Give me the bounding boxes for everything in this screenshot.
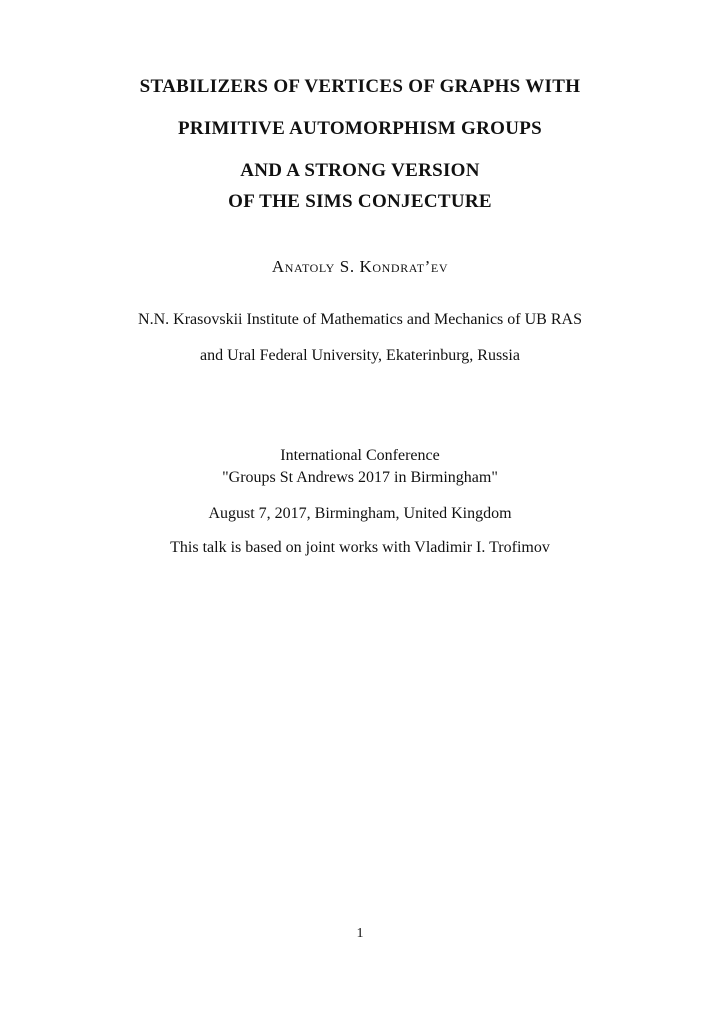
conference-title: "Groups St Andrews 2017 in Birmingham" xyxy=(222,469,498,486)
page-number: 1 xyxy=(356,926,364,941)
title-line-4: OF THE SIMS CONJECTURE xyxy=(228,191,492,212)
affiliation-line-2: and Ural Federal University, Ekaterinburg, Russia xyxy=(200,347,520,364)
affiliation-line-1: N.N. Krasovskii Institute of Mathematics and Mechanics of UB RAS xyxy=(138,311,582,328)
conference-date-place: August 7, 2017, Birmingham, United Kingdom xyxy=(208,505,512,522)
joint-work-note: This talk is based on joint works with Vladimir I. Trofimov xyxy=(170,539,550,556)
title-line-3: AND A STRONG VERSION xyxy=(240,160,480,181)
title-line-1: STABILIZERS OF VERTICES OF GRAPHS WITH xyxy=(139,76,581,97)
author-name: Anatoly S. Kondrat’ev xyxy=(271,257,449,276)
title-line-2: PRIMITIVE AUTOMORPHISM GROUPS xyxy=(177,118,543,139)
conference-name: International Conference xyxy=(280,447,440,464)
